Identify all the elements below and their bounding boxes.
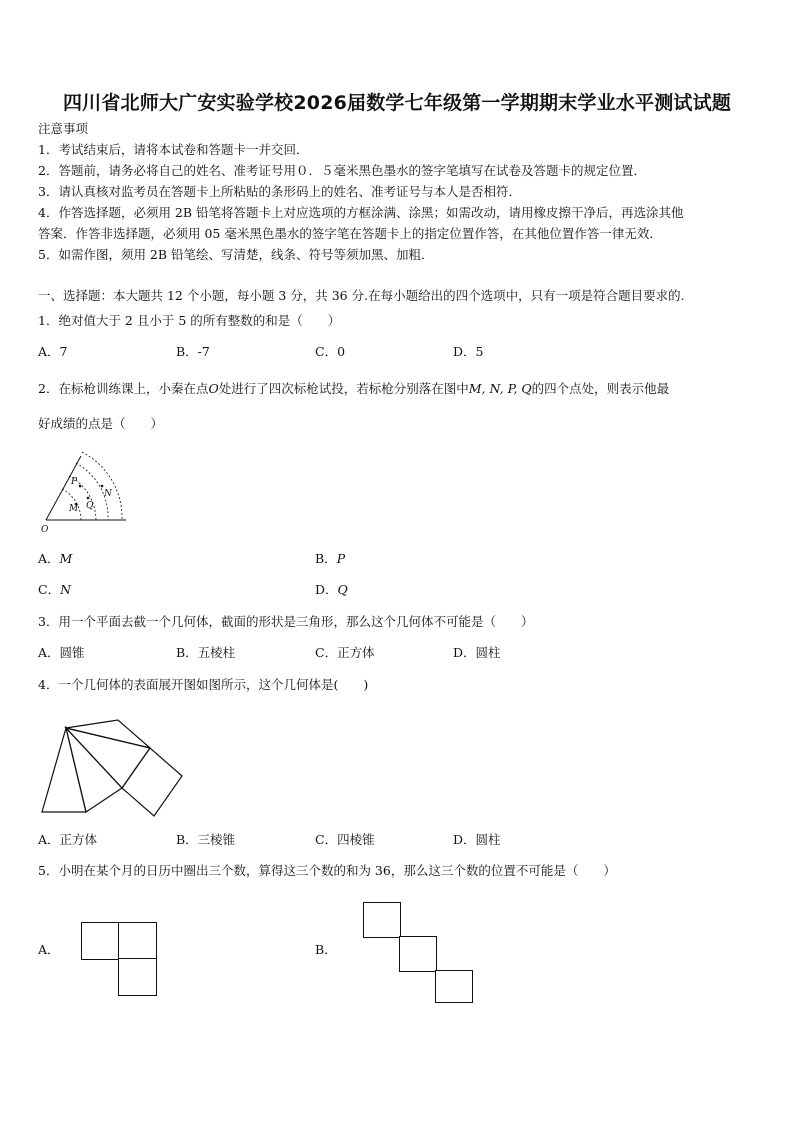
q4-option-c: C．四棱锥 xyxy=(315,832,375,847)
notice-item-5: 5．如需作图，须用 2B 铅笔绘、写清楚，线条、符号等须加黑、加粗． xyxy=(38,247,434,262)
q4-option-a: A．正方体 xyxy=(38,832,98,847)
q4-option-b: B．三棱锥 xyxy=(176,832,236,847)
notice-item-2: 2．答题前，请务必将自己的姓名、准考证号用０．５毫米黑色墨水的签字笔填写在试卷及答题卡的规定位置． xyxy=(38,163,646,178)
q2-stem-line1: 2．在标枪训练课上，小秦在点O处进行了四次标枪试投，若标枪分别落在图中M, N, P, Q的四个点处，则表示他最 xyxy=(38,381,670,396)
q2-option-b: B．P xyxy=(315,551,346,566)
q2-stem-line2: 好成绩的点是（ ） xyxy=(38,416,164,431)
q2-label-o: O xyxy=(41,525,49,535)
q2-label-n: N xyxy=(104,489,112,499)
notice-item-3: 3．请认真核对监考员在答题卡上所粘贴的条形码上的姓名、准考证号与本人是否相符． xyxy=(38,184,521,199)
page-title: 四川省北师大广安实验学校2026届数学七年级第一学期期末学业水平测试试题 xyxy=(62,92,732,114)
q3-option-a: A．圆锥 xyxy=(38,645,85,660)
q3-option-d: D．圆柱 xyxy=(453,645,501,660)
notice-item-1: 1．考试结束后，请将本试卷和答题卡一并交回． xyxy=(38,142,309,157)
notice-item-4: 4．作答选择题，必须用 2B 铅笔将答题卡上对应选项的方框涂满、涂黑；如需改动，请用橡皮擦干净后，再选涂其他 xyxy=(38,205,684,220)
q2-label-q: Q xyxy=(86,501,94,511)
q2-option-c: C．N xyxy=(38,582,72,597)
q4-net-figure xyxy=(38,718,188,818)
q4-option-d: D．圆柱 xyxy=(453,832,501,847)
q3-option-b: B．五棱柱 xyxy=(176,645,236,660)
q3-option-c: C．正方体 xyxy=(315,645,375,660)
q5-option-b: B． xyxy=(315,942,337,957)
q1-option-d: D．5 xyxy=(453,344,484,359)
notice-item-4-cont: 答案．作答非选择题，必须用 05 毫米黑色墨水的签字笔在答题卡上的指定位置作答，在其他位置作答一律无效． xyxy=(38,226,662,241)
q2-label-m: M xyxy=(69,504,79,514)
q4-stem: 4．一个几何体的表面展开图如图所示，这个几何体是( ) xyxy=(38,677,369,692)
q3-stem: 3．用一个平面去截一个几何体，截面的形状是三角形，那么这个几何体不可能是（ ） xyxy=(38,614,534,629)
q1-option-c: C．0 xyxy=(315,344,346,359)
q2-label-p: P xyxy=(71,477,78,487)
q2-option-a: A．M xyxy=(38,551,73,566)
q5-option-a: A． xyxy=(38,942,60,957)
notice-heading: 注意事项 xyxy=(38,121,89,136)
section-heading: 一、选择题：本大题共 12 个小题，每小题 3 分，共 36 分.在每小题给出的四个选项中，只有一项是符合题目要求的. xyxy=(38,288,685,303)
q2-figure xyxy=(36,448,136,536)
q1-option-b: B．-7 xyxy=(176,344,210,359)
q5-stem: 5．小明在某个月的日历中圈出三个数，算得这三个数的和为 36，那么这三个数的位置不可能是（ ） xyxy=(38,863,616,878)
q1-stem: 1．绝对值大于 2 且小于 5 的所有整数的和是（ ） xyxy=(38,313,341,328)
q2-option-d: D．Q xyxy=(315,582,348,597)
q1-option-a: A．7 xyxy=(38,344,68,359)
